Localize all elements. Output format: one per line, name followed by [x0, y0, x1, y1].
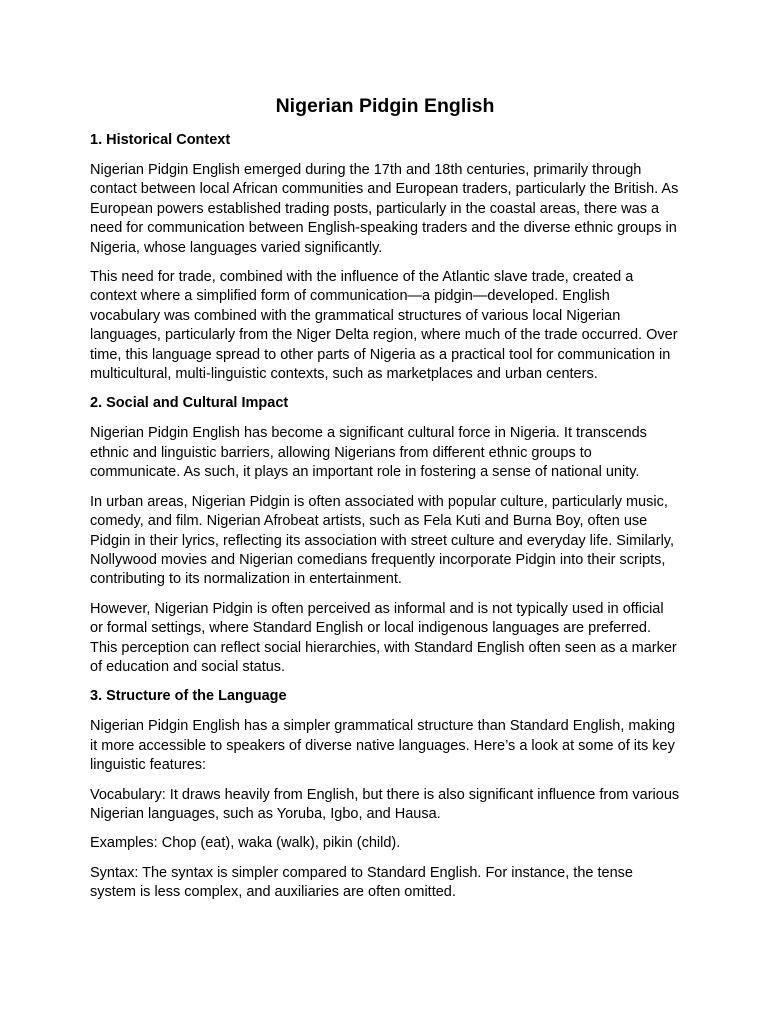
section-heading-social-cultural-impact: 2. Social and Cultural Impact — [90, 395, 289, 412]
paragraph-vocabulary: Vocabulary: It draws heavily from English, but there is also significant influence from various Nigerian languages, such as Yoruba, Igbo, and Hausa. — [90, 786, 680, 822]
paragraph: Nigerian Pidgin English has become a significant cultural force in Nigeria. It transcends ethnic and linguistic barriers, allowing Nigerians from different ethnic groups to communicate. As such, it plays an important role in fostering a sense of national unity. — [90, 425, 647, 481]
paragraph: However, Nigerian Pidgin is often perceived as informal and is not typically used in official or formal settings, where Standard English or local indigenous languages are preferred. This perception can reflect social hierarchies, with Standard English often seen as a marker of education and social status. — [90, 600, 677, 675]
paragraph: In urban areas, Nigerian Pidgin is often associated with popular culture, particularly music, comedy, and film. Nigerian Afrobeat artists, such as Fela Kuti and Burna Boy, often use Pidgin in their lyrics, reflecting its association with street culture and everyday life. Similarly, Nollywood movies and Nigerian comedians frequently incorporate Pidgin into their scripts, contributing to its normalization in entertainment. — [90, 493, 674, 588]
paragraph-syntax: Syntax: The syntax is simpler compared to Standard English. For instance, the tense system is less complex, and auxiliaries are often omitted. — [90, 864, 633, 901]
paragraph: Nigerian Pidgin English emerged during the 17th and 18th centuries, primarily through contact between local African communities and European traders, particularly the British. As European powers established trading posts, particularly in the coastal areas, there was a need for communication between English-speaking traders and the diverse ethnic groups in Nigeria, whose languages varied significantly. — [90, 162, 679, 256]
section-heading-historical-context: 1. Historical Context — [90, 132, 231, 148]
section-heading-structure-of-language: 3. Structure of the Language — [90, 688, 287, 705]
document-page — [90, 94, 680, 913]
paragraph: This need for trade, combined with the influence of the Atlantic slave trade, created a context where a simplified form of communication—a pidgin—developed. English vocabulary was combined with the grammatical structures of various local Nigerian languages, particularly from the Niger Delta region, where much of the trade occurred. Over time, this language spread to other parts of Nigeria as a practical tool for communication in multicultural, multi-linguistic contexts, such as marketplaces and urban centers. — [90, 269, 678, 383]
paragraph-examples: Examples: Chop (eat), waka (walk), pikin (child). — [90, 835, 401, 852]
page-title: Nigerian Pidgin English — [275, 95, 495, 117]
paragraph: Nigerian Pidgin English has a simpler grammatical structure than Standard English, making it more accessible to speakers of diverse native languages. Here’s a look at some of its key linguistic features: — [90, 718, 676, 774]
